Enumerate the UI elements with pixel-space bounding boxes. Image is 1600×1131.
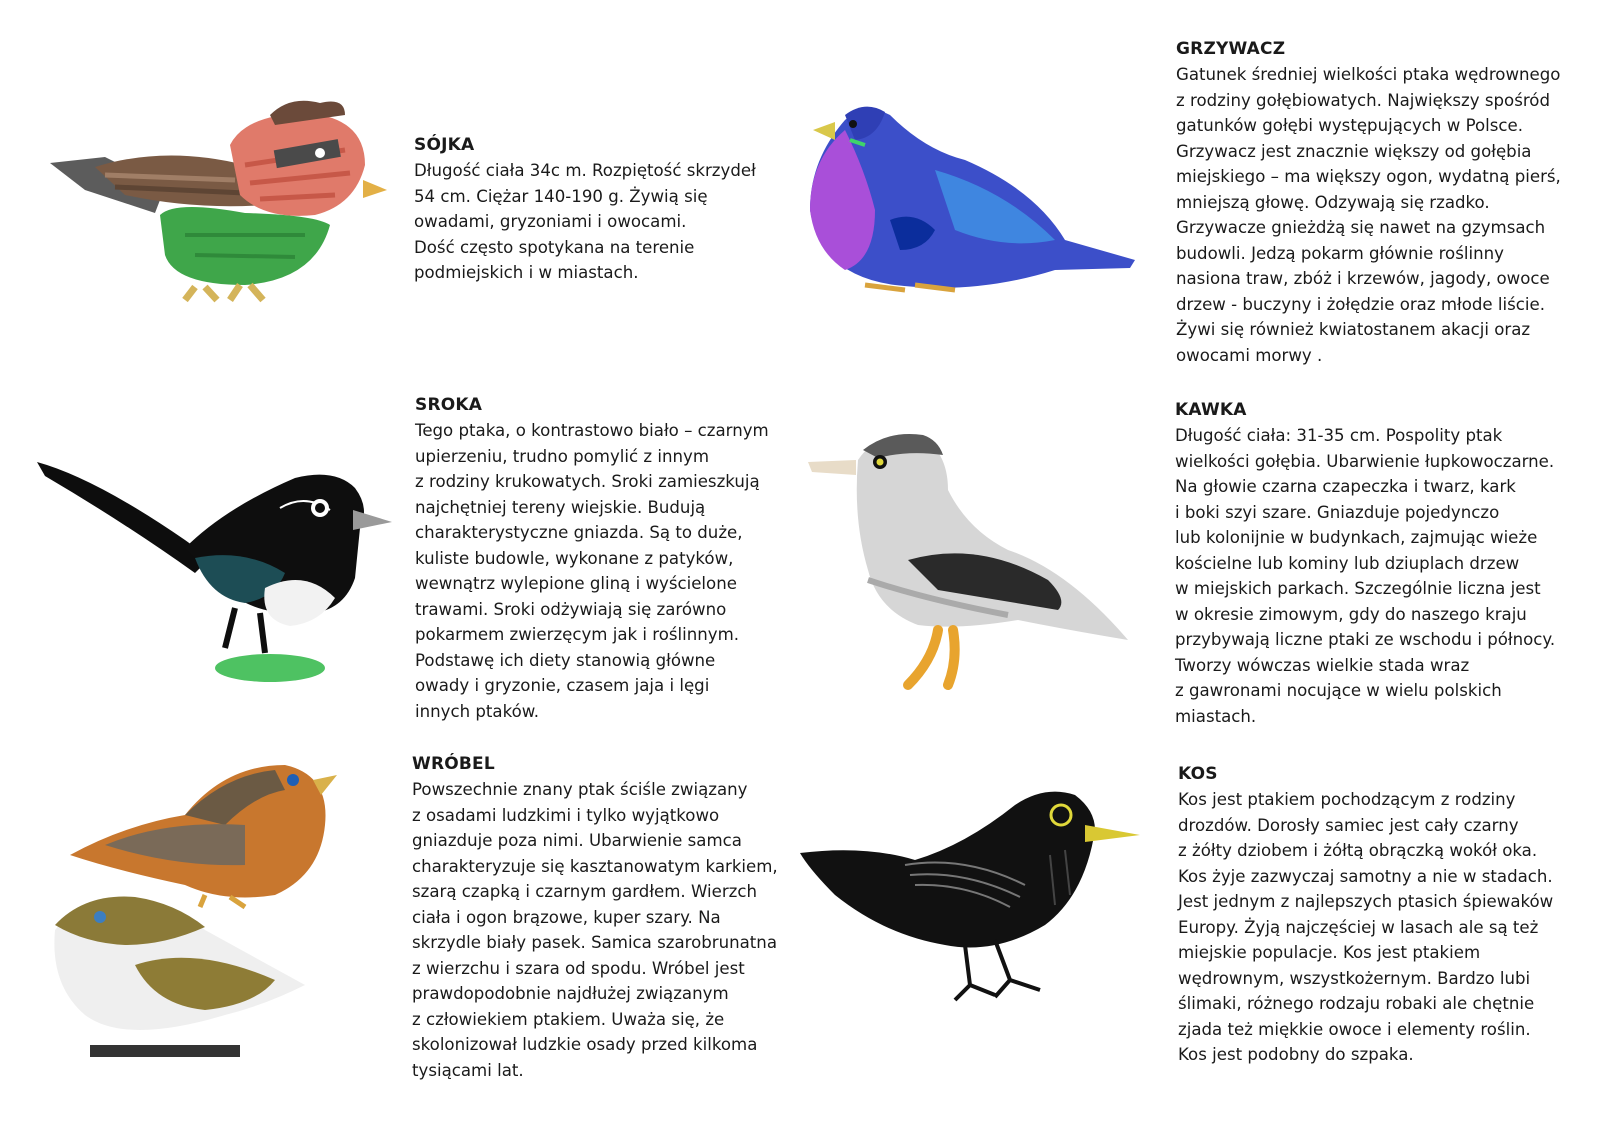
entry-line: gatunków gołębi występujących w Polsce. bbox=[1176, 116, 1524, 135]
entry-line: przybywają liczne ptaki ze wschodu i północy. bbox=[1175, 630, 1556, 649]
entry-title: KAWKA bbox=[1175, 400, 1247, 420]
jackdaw-illustration bbox=[808, 430, 1138, 695]
entry-line: nasiona traw, zbóż i krzewów, jagody, owoce bbox=[1176, 269, 1550, 288]
entry-line: Żywi się również kwiatostanem akacji oraz bbox=[1176, 320, 1531, 339]
entry-line: skrzydle biały pasek. Samica szarobrunatna bbox=[412, 933, 777, 952]
entry-line: Tego ptaka, o kontrastowo biało – czarnym bbox=[415, 421, 769, 440]
entry-line: Podstawę ich diety stanowią główne bbox=[415, 650, 716, 670]
entry-line: charakteryzuje się kasztanowatym karkiem, bbox=[412, 856, 778, 876]
entry-line: Grzywacz jest znacznie większy od gołębia bbox=[1176, 141, 1532, 161]
entry-title: SÓJKA bbox=[414, 135, 475, 155]
entry-line: miejskiego – ma większy ogon, wydatną pierś, bbox=[1176, 167, 1561, 186]
entry-line: wielkości gołębia. Ubarwienie łupkowoczarne. bbox=[1175, 451, 1555, 471]
entry-sojka bbox=[414, 133, 756, 286]
entry-line: owadami, gryzoniami i owocami. bbox=[414, 212, 687, 231]
entry-line: Gatunek średniej wielkości ptaka wędrownego bbox=[1176, 65, 1561, 84]
entry-line: szarą czapką i czarnym gardłem. Wierzch bbox=[412, 882, 758, 901]
entry-line: drzew - buczyny i żołędzie oraz młode liście. bbox=[1176, 294, 1545, 314]
entry-line: z rodziny gołębiowatych. Największy spośród bbox=[1176, 90, 1550, 110]
entry-grzywacz bbox=[1176, 37, 1561, 368]
entry-kos bbox=[1178, 762, 1553, 1068]
entry-line: kuliste budowle, wykonane z patyków, bbox=[415, 548, 734, 568]
entry-sroka bbox=[415, 393, 769, 724]
entry-kawka bbox=[1175, 398, 1555, 729]
entry-title: SROKA bbox=[415, 395, 483, 415]
jay-illustration bbox=[45, 95, 390, 310]
entry-line: charakterystyczne gniazda. Są to duże, bbox=[415, 523, 743, 542]
entry-line: Długość ciała: 31-35 cm. Pospolity ptak bbox=[1175, 426, 1503, 445]
entry-line: owocami morwy . bbox=[1176, 345, 1323, 365]
magpie-illustration bbox=[35, 448, 395, 693]
entry-line: innych ptaków. bbox=[415, 701, 540, 721]
entry-line: Powszechnie znany ptak ściśle związany bbox=[412, 780, 748, 799]
entry-line: wędrownym, wszystkożernym. Bardzo lubi bbox=[1178, 968, 1531, 988]
entry-line: Długość ciała 34c m. Rozpiętość skrzydeł bbox=[414, 161, 756, 180]
entry-line: i boki szyi szare. Gniazduje pojedynczo bbox=[1175, 502, 1500, 522]
entry-line: kościelne lub kominy lub dziuplach drzew bbox=[1175, 553, 1520, 573]
entry-line: z rodziny krukowatych. Sroki zamieszkują bbox=[415, 472, 760, 491]
entry-line: z wierzchu i szara od spodu. Wróbel jest bbox=[412, 958, 745, 978]
entry-line: trawami. Sroki odżywiają się zarówno bbox=[415, 599, 727, 619]
entry-line: owady i gryzonie, czasem jaja i lęgi bbox=[415, 676, 710, 695]
entry-line: ciała i ogon brązowe, kuper szary. Na bbox=[412, 907, 721, 927]
entry-line: najchętniej tereny wiejskie. Budują bbox=[415, 497, 706, 517]
entry-line: Kos jest podobny do szpaka. bbox=[1178, 1045, 1414, 1064]
woodpigeon-illustration bbox=[805, 100, 1145, 300]
entry-line: Grzywacze gnieżdżą się nawet na gzymsach bbox=[1176, 218, 1546, 237]
entry-line: gniazduje poza nimi. Ubarwienie samca bbox=[412, 831, 742, 850]
entry-line: tysiącami lat. bbox=[412, 1060, 524, 1080]
entry-line: mniejszą głowę. Odzywają się rzadko. bbox=[1176, 192, 1490, 212]
entry-line: z człowiekiem ptakiem. Uważa się, że bbox=[412, 1009, 725, 1029]
entry-title: KOS bbox=[1178, 764, 1218, 784]
entry-line: pokarmem zwierzęcym jak i roślinnym. bbox=[415, 625, 740, 644]
entry-line: Jest jednym z najlepszych ptasich śpiewaków bbox=[1178, 892, 1554, 911]
entry-line: z osadami ludzkimi i tylko wyjątkowo bbox=[412, 805, 720, 825]
entry-line: Kos jest ptakiem pochodzącym z rodziny bbox=[1178, 790, 1516, 809]
blackbird-illustration bbox=[795, 785, 1145, 1010]
entry-line: ślimaki, różnego rodzaju robaki ale chętnie bbox=[1178, 994, 1535, 1013]
entry-line: Kos żyje zazwyczaj samotny a nie w stadach. bbox=[1178, 866, 1553, 886]
entry-line: wewnątrz wylepione gliną i wyścielone bbox=[415, 574, 737, 593]
entry-line: Europy. Żyją najczęściej w lasach ale są też bbox=[1178, 917, 1539, 937]
entry-line: z gawronami nocujące w wielu polskich bbox=[1175, 681, 1502, 700]
entry-line: Na głowie czarna czapeczka i twarz, kark bbox=[1175, 477, 1516, 496]
entry-line: budowli. Jedzą pokarm głównie roślinny bbox=[1176, 243, 1504, 263]
entry-title: WRÓBEL bbox=[412, 754, 495, 774]
entry-line: 54 cm. Ciężar 140-190 g. Żywią się bbox=[414, 186, 708, 206]
entry-title: GRZYWACZ bbox=[1176, 39, 1286, 59]
entry-line: zjada też miękkie owoce i elementy roślin. bbox=[1178, 1019, 1531, 1039]
entry-line: lub kolonijnie w budynkach, zajmując wieże bbox=[1175, 528, 1538, 547]
entry-line: podmiejskich i w miastach. bbox=[414, 263, 639, 282]
sparrow-illustration bbox=[45, 755, 345, 1070]
entry-line: Dość często spotykana na terenie bbox=[414, 237, 695, 257]
entry-line: w okresie zimowym, gdy do naszego kraju bbox=[1175, 604, 1527, 624]
entry-line: skolonizował ludzkie osady przed kilkoma bbox=[412, 1035, 758, 1054]
entry-line: miastach. bbox=[1175, 706, 1257, 726]
entry-line: w miejskich parkach. Szczególnie liczna jest bbox=[1175, 579, 1541, 598]
entry-line: miejskie populacje. Kos jest ptakiem bbox=[1178, 943, 1481, 962]
entry-wrobel bbox=[412, 752, 778, 1083]
entry-line: upierzeniu, trudno pomylić z innym bbox=[415, 446, 710, 466]
entry-line: Tworzy wówczas wielkie stada wraz bbox=[1175, 655, 1470, 675]
entry-line: prawdopodobnie najdłużej związanym bbox=[412, 984, 729, 1003]
entry-line: drozdów. Dorosły samiec jest cały czarny bbox=[1178, 815, 1519, 835]
entry-line: z żółty dziobem i żółtą obrączką wokół oka. bbox=[1178, 841, 1538, 860]
